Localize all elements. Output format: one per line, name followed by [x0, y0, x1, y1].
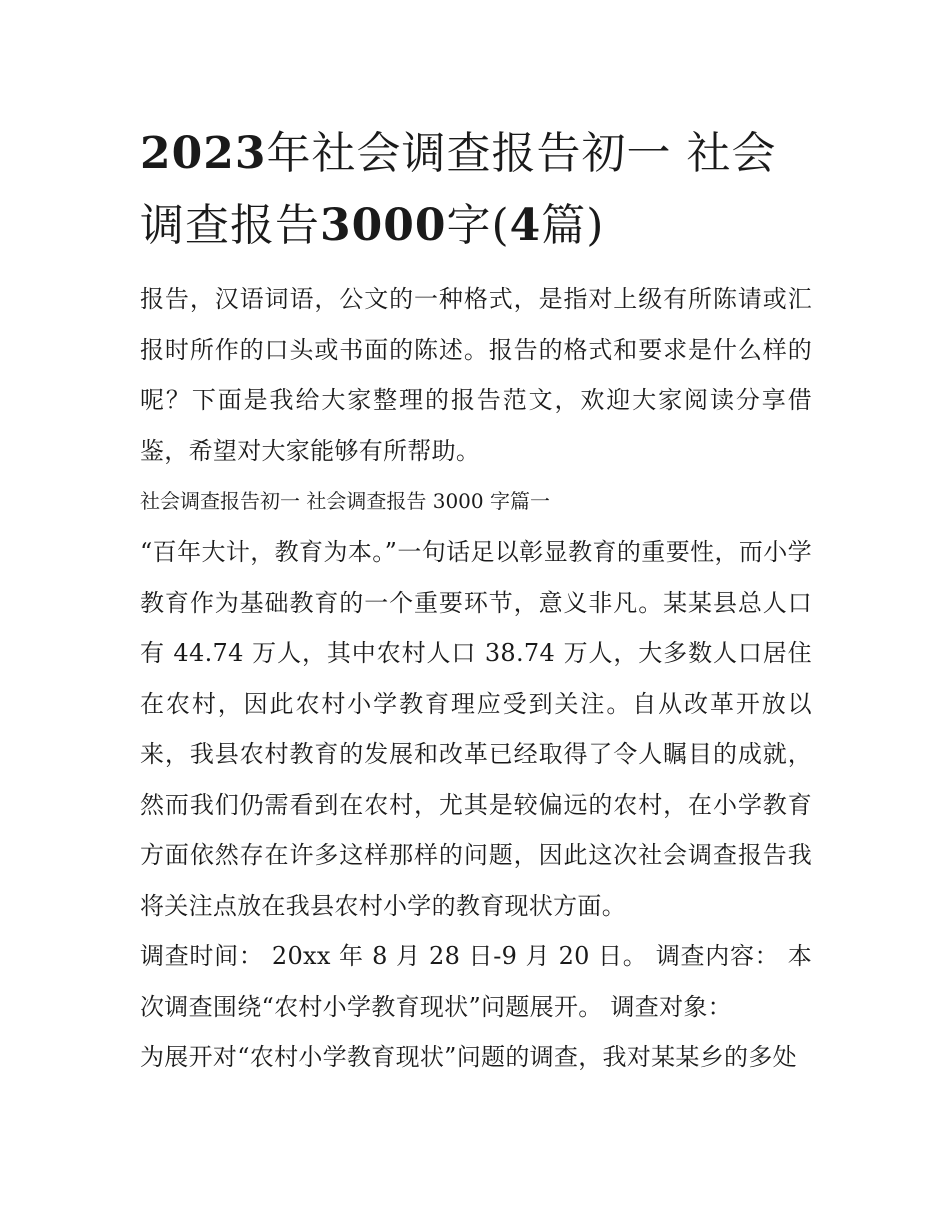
title-count: 3000	[320, 200, 447, 251]
body-paragraph-3: 为展开对“农村小学教育现状”问题的调查，我对某某乡的多处	[140, 1043, 797, 1071]
section-heading: 社会调查报告初一 社会调查报告 3000 字篇一	[140, 489, 550, 513]
title-text: 年社会调查报告初一 社会调查报告	[140, 128, 777, 251]
title-suffix: 篇)	[541, 200, 605, 251]
document-page	[140, 118, 812, 1083]
body-paragraph-2: 调查时间： 20xx 年 8 月 28 日-9 月 20 日。 调查内容： 本次调查围绕“农村小学教育现状”问题展开。 调查对象：	[140, 942, 812, 1021]
title-number: 4	[509, 200, 542, 251]
document-title	[140, 118, 812, 262]
intro-paragraph: 报告，汉语词语，公文的一种格式，是指对上级有所陈请或汇报时所作的口头或书面的陈述。报告的格式和要求是什么样的呢？下面是我给大家整理的报告范文，欢迎大家阅读分享借鉴，希望对大家能够有所帮助。	[140, 285, 812, 465]
title-year: 2023	[140, 128, 267, 179]
body-paragraph-1: “百年大计，教育为本。”一句话足以彰显教育的重要性，而小学教育作为基础教育的一个重要环节，意义非凡。某某县总人口有 44.74 万人，其中农村人口 38.74 万人，大多数人口居住在农村，因此农村小学教育理应受到关注。自从改革开放以来，我县农村教育的发展和改革已经取得了令人瞩目的成就，然而我们仍需看到在农村，尤其是较偏远的农村，在小学教育方面依然存在许多这样那样的问题，因此这次社会调查报告我将关注点放在我县农村小学的教育现状方面。	[140, 538, 812, 920]
title-unit: 字(	[446, 200, 510, 251]
